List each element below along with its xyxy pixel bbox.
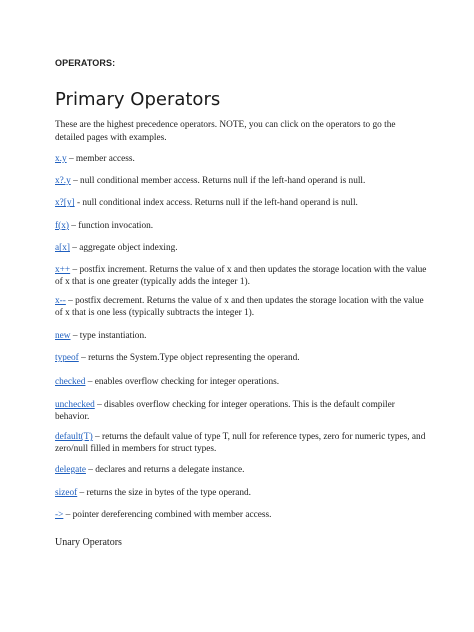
list-item (55, 431, 427, 455)
list-item (55, 264, 427, 288)
operator-link-null-conditional-index[interactable]: x?[y] (55, 198, 75, 208)
operator-link-null-conditional-member[interactable]: x?.y (55, 176, 71, 186)
operator-link-checked[interactable]: checked (55, 377, 86, 387)
operator-description: – type instantiation. (70, 331, 147, 341)
operator-description: – returns the size in bytes of the type operand. (77, 488, 251, 498)
page-title: Primary Operators (55, 89, 221, 110)
list-item (55, 330, 427, 342)
operator-link-member-access[interactable]: x.y (55, 154, 67, 164)
operator-description: – returns the default value of type T, null for reference types, zero for numeric types, and zero/null filled in members for struct types. (55, 432, 426, 454)
operator-description: – declares and returns a delegate instance. (85, 465, 245, 475)
list-item (55, 153, 427, 165)
operator-description: – pointer dereferencing combined with member access. (63, 510, 272, 520)
operator-description: – disables overflow checking for integer operations. This is the default compiler behavior. (55, 400, 395, 422)
operator-link-postfix-increment[interactable]: x++ (55, 265, 71, 275)
operator-link-indexing[interactable]: a[x] (55, 243, 70, 253)
list-item (55, 242, 427, 254)
operator-description: – function invocation. (68, 221, 154, 231)
list-item (55, 399, 427, 423)
intro-paragraph: These are the highest precedence operators. NOTE, you can click on the operators to go the detailed pages with examples. (55, 120, 396, 143)
operator-link-typeof[interactable]: typeof (55, 353, 79, 363)
operator-link-delegate[interactable]: delegate (55, 465, 86, 475)
operator-description: - null conditional index access. Returns null if the left-hand operand is null. (74, 198, 358, 208)
list-item (55, 220, 427, 232)
operator-link-default[interactable]: default(T) (55, 432, 93, 442)
list-item (55, 376, 427, 388)
list-item (55, 487, 427, 499)
section-heading-unary: Unary Operators (55, 537, 122, 548)
operator-description: – aggregate object indexing. (69, 243, 178, 253)
operator-link-postfix-decrement[interactable]: x-- (55, 296, 66, 306)
operator-description: – returns the System.Type object representing the operand. (78, 353, 300, 363)
operator-description: – enables overflow checking for integer operations. (85, 377, 280, 387)
list-item (55, 197, 427, 209)
section-label: OPERATORS: (55, 58, 116, 68)
operator-description: – postfix increment. Returns the value of x and then updates the storage location with the value of x that is one greater (typically adds the integer 1). (55, 265, 427, 287)
operator-link-pointer-member[interactable]: -> (55, 510, 64, 520)
operator-link-sizeof[interactable]: sizeof (55, 488, 78, 498)
list-item (55, 295, 427, 319)
operator-description: – member access. (66, 154, 135, 164)
list-item (55, 175, 427, 187)
operator-link-new[interactable]: new (55, 331, 71, 341)
list-item (55, 464, 427, 476)
list-item (55, 352, 427, 364)
operator-link-unchecked[interactable]: unchecked (55, 400, 95, 410)
list-item (55, 509, 427, 521)
operator-description: – null conditional member access. Returns null if the left-hand operand is null. (70, 176, 366, 186)
operator-description: – postfix decrement. Returns the value of x and then updates the storage location with the value of x that is one less (typically subtracts the integer 1). (55, 296, 424, 318)
operator-link-function-invocation[interactable]: f(x) (55, 221, 69, 231)
